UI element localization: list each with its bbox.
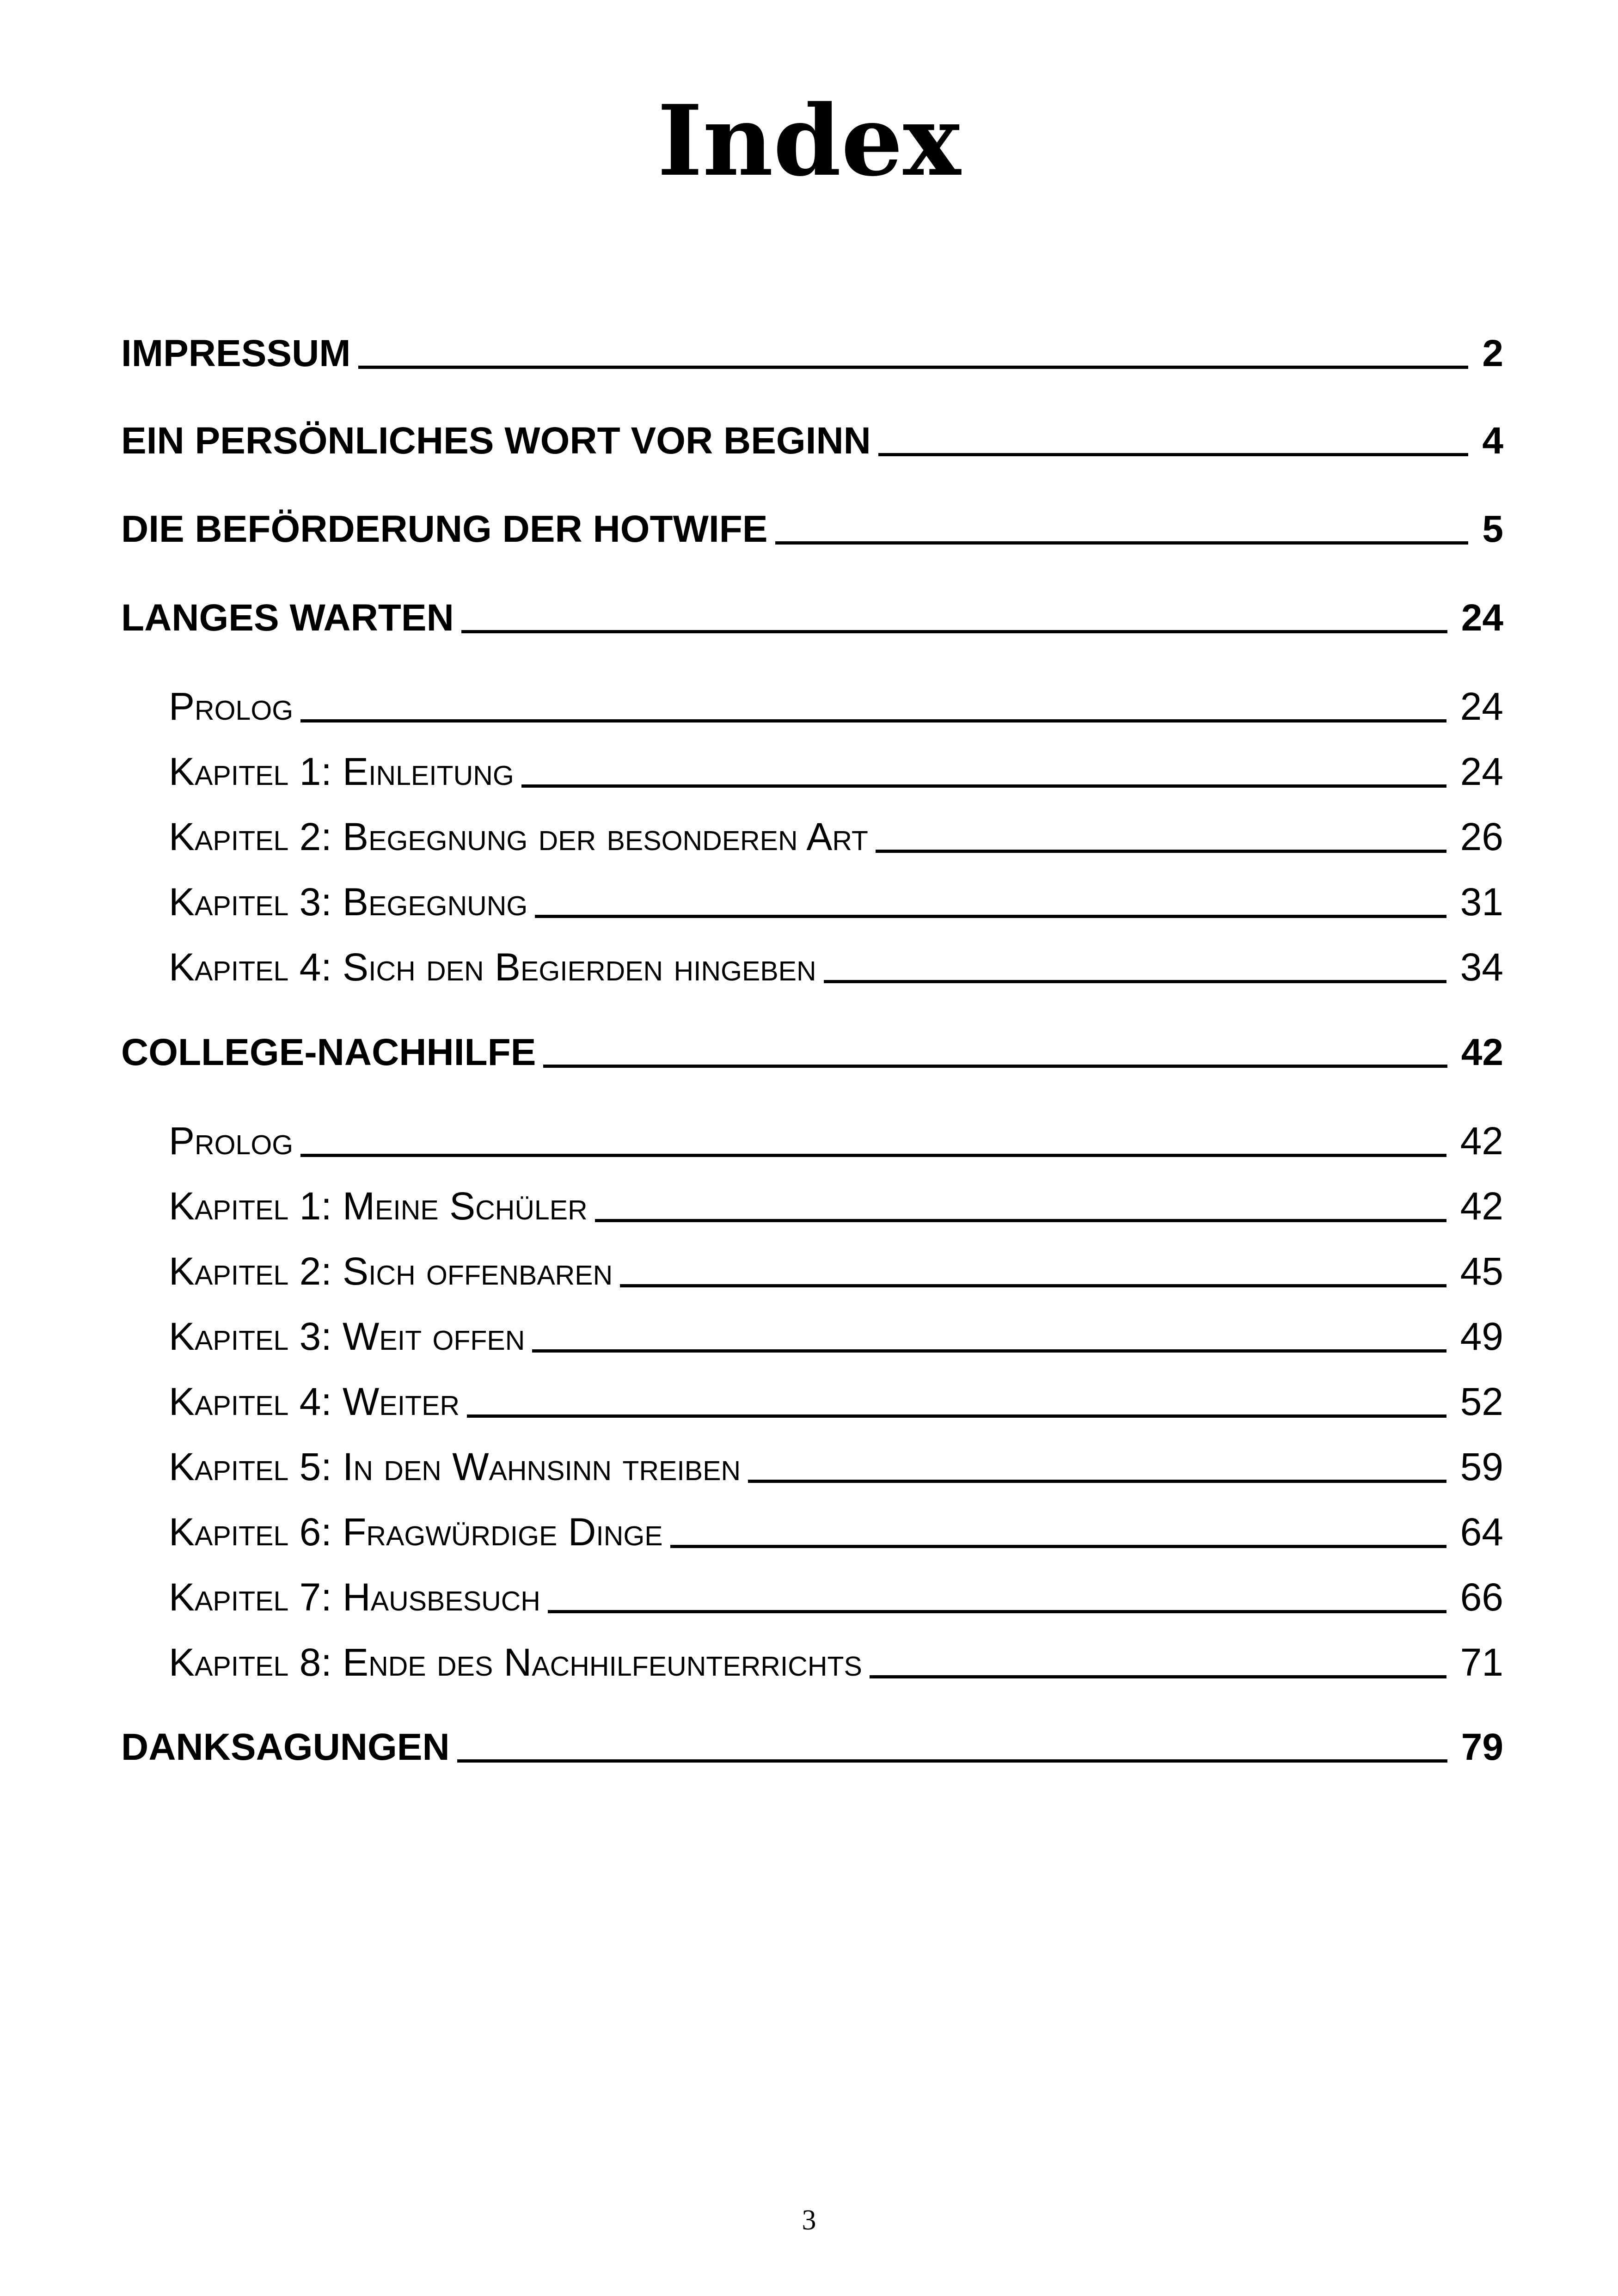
toc-entry-page: 42 bbox=[1460, 1119, 1503, 1163]
toc-subentry[interactable] bbox=[169, 945, 1503, 990]
toc-entry-title: DIE BEFÖRDERUNG DER HOTWIFE bbox=[121, 508, 768, 550]
toc-entry-page: 42 bbox=[1461, 1031, 1503, 1073]
toc-leader-line bbox=[300, 1154, 1446, 1157]
toc-entry-title: Kapitel 4: Sich den Begierden hingeben bbox=[169, 945, 816, 989]
toc-entry-page: 24 bbox=[1460, 685, 1503, 728]
toc-leader-line bbox=[543, 1065, 1447, 1068]
toc-entry-title: Kapitel 6: Fragwürdige Dinge bbox=[169, 1510, 663, 1554]
toc-entry-title: Kapitel 5: In den Wahnsinn treiben bbox=[169, 1445, 741, 1488]
toc-entry-page: 71 bbox=[1460, 1641, 1503, 1684]
toc-leader-line bbox=[358, 366, 1469, 369]
toc-entry-page: 52 bbox=[1460, 1380, 1503, 1423]
page-title: Index bbox=[657, 84, 961, 198]
toc-entry[interactable] bbox=[121, 1031, 1503, 1074]
toc-entry-title: Prolog bbox=[169, 685, 294, 728]
toc-entry-title: COLLEGE-NACHHILFE bbox=[121, 1031, 536, 1073]
toc-subentry[interactable] bbox=[169, 880, 1503, 925]
toc-entry-title: EIN PERSÖNLICHES WORT VOR BEGINN bbox=[121, 420, 871, 462]
toc-leader-line bbox=[775, 541, 1469, 545]
toc-subentry[interactable] bbox=[169, 1379, 1503, 1424]
toc-leader-line bbox=[457, 1759, 1447, 1763]
toc-entry-page: 45 bbox=[1460, 1249, 1503, 1293]
toc-leader-line bbox=[532, 1349, 1446, 1353]
toc-entry-page: 49 bbox=[1460, 1315, 1503, 1358]
toc-subentry[interactable] bbox=[169, 814, 1503, 859]
toc-entry[interactable] bbox=[121, 1726, 1503, 1769]
toc-leader-line bbox=[870, 1675, 1446, 1678]
toc-entry-page: 4 bbox=[1482, 420, 1503, 462]
toc-leader-line bbox=[824, 980, 1446, 983]
toc-subentry[interactable] bbox=[169, 1119, 1503, 1163]
toc-entry[interactable] bbox=[121, 596, 1503, 640]
toc-entry-title: Kapitel 3: Weit offen bbox=[169, 1315, 525, 1358]
toc-subentry[interactable] bbox=[169, 1510, 1503, 1555]
toc-subentry[interactable] bbox=[169, 1314, 1503, 1359]
toc-subentry[interactable] bbox=[169, 1575, 1503, 1620]
toc-leader-line bbox=[878, 453, 1468, 456]
toc-subentry[interactable] bbox=[169, 1445, 1503, 1489]
toc-subentry[interactable] bbox=[169, 1640, 1503, 1685]
toc-entry-page: 42 bbox=[1460, 1184, 1503, 1228]
toc-entry-title: Kapitel 3: Begegnung bbox=[169, 880, 528, 924]
toc-entry-page: 34 bbox=[1460, 945, 1503, 989]
toc-subentry[interactable] bbox=[169, 1184, 1503, 1229]
toc-entry-page: 66 bbox=[1460, 1575, 1503, 1619]
toc-entry-title: Kapitel 8: Ende des Nachhilfeunterrichts bbox=[169, 1641, 862, 1684]
toc-entry-title: LANGES WARTEN bbox=[121, 597, 454, 639]
toc-leader-line bbox=[620, 1284, 1446, 1287]
toc-entry-title: Prolog bbox=[169, 1119, 294, 1163]
toc-entry-title: Kapitel 2: Begegnung der besonderen Art bbox=[169, 815, 868, 858]
toc-entry-title: Kapitel 1: Einleitung bbox=[169, 750, 514, 793]
toc-entry-title: IMPRESSUM bbox=[121, 332, 351, 374]
toc-entry-page: 24 bbox=[1460, 750, 1503, 793]
page-number: 3 bbox=[802, 2204, 816, 2236]
toc-entry-page: 26 bbox=[1460, 815, 1503, 858]
toc-entry-title: Kapitel 2: Sich offenbaren bbox=[169, 1249, 613, 1293]
toc-entry-title: Kapitel 1: Meine Schüler bbox=[169, 1184, 588, 1228]
toc-entry-title: Kapitel 4: Weiter bbox=[169, 1380, 460, 1423]
toc-entry[interactable] bbox=[121, 419, 1503, 463]
toc-entry-page: 64 bbox=[1460, 1510, 1503, 1554]
toc-entry-title: Kapitel 7: Hausbesuch bbox=[169, 1575, 540, 1619]
toc-entry-page: 31 bbox=[1460, 880, 1503, 924]
toc-leader-line bbox=[521, 784, 1446, 788]
toc-entry-title: DANKSAGUNGEN bbox=[121, 1726, 450, 1768]
toc-leader-line bbox=[748, 1480, 1446, 1483]
toc-entry-page: 5 bbox=[1482, 508, 1503, 550]
toc-subentry[interactable] bbox=[169, 1249, 1503, 1294]
toc-subentry[interactable] bbox=[169, 749, 1503, 794]
toc-leader-line bbox=[300, 719, 1446, 722]
toc-entry-page: 59 bbox=[1460, 1445, 1503, 1488]
toc-leader-line bbox=[461, 630, 1447, 633]
toc-leader-line bbox=[467, 1414, 1446, 1418]
toc-leader-line bbox=[595, 1219, 1446, 1222]
toc-entry-page: 2 bbox=[1482, 332, 1503, 374]
toc-entry[interactable] bbox=[121, 508, 1503, 551]
toc-entry-page: 79 bbox=[1461, 1726, 1503, 1768]
toc-leader-line bbox=[535, 915, 1446, 918]
toc-leader-line bbox=[670, 1545, 1446, 1548]
toc-leader-line bbox=[548, 1610, 1446, 1613]
toc-subentry[interactable] bbox=[169, 684, 1503, 729]
toc-entry-page: 24 bbox=[1461, 597, 1503, 639]
toc-leader-line bbox=[876, 850, 1446, 853]
toc-entry[interactable] bbox=[121, 332, 1503, 375]
